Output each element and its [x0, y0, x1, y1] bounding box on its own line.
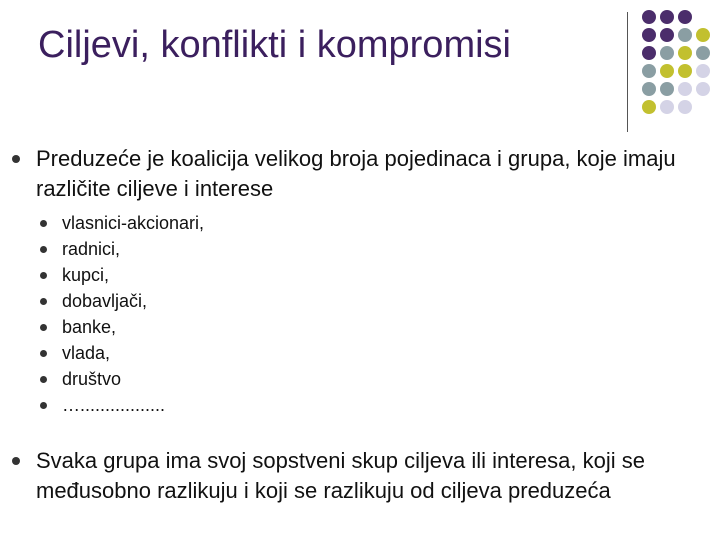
bullet-marker	[12, 457, 20, 465]
bullet-marker	[12, 155, 20, 163]
dot	[642, 28, 656, 42]
dot	[642, 64, 656, 78]
dot	[678, 10, 692, 24]
dot	[642, 46, 656, 60]
bullet-marker	[40, 272, 47, 279]
dot	[660, 82, 674, 96]
sub-bullet-text: društvo	[62, 369, 122, 389]
bullet-item	[12, 144, 702, 204]
dot	[660, 46, 674, 60]
dot	[660, 64, 674, 78]
sub-bullet-text: dobavljači,	[62, 291, 148, 311]
dot	[696, 28, 710, 42]
bullet-marker	[40, 350, 47, 357]
bullet-marker	[40, 220, 47, 227]
dot	[642, 100, 656, 114]
sub-bullet-item	[40, 262, 440, 288]
dot	[660, 10, 674, 24]
dot	[678, 46, 692, 60]
bullet-text: Svaka grupa ima svoj sopstveni skup ciljeva ili interesa, koji se međusobno razlikuju i koji se razlikuju od ciljeva preduzeća	[36, 448, 645, 503]
sub-bullet-item	[40, 392, 440, 418]
bullet-item	[12, 446, 702, 506]
dot	[696, 46, 710, 60]
sub-bullet-item	[40, 366, 440, 392]
sub-bullet-item	[40, 340, 440, 366]
dot	[678, 82, 692, 96]
dot	[678, 28, 692, 42]
sub-bullet-text: ….................	[62, 395, 166, 415]
dot	[696, 82, 710, 96]
sub-bullet-text: banke,	[62, 317, 117, 337]
bullet-text: Preduzeće je koalicija velikog broja pojedinaca i grupa, koje imaju različite ciljeve i interese	[36, 146, 676, 201]
bullet-marker	[40, 324, 47, 331]
dot	[696, 64, 710, 78]
bullet-marker	[40, 298, 47, 305]
decorative-dot-grid	[636, 10, 720, 120]
bullet-marker	[40, 376, 47, 383]
sub-bullet-item	[40, 236, 440, 262]
bullet-marker	[40, 246, 47, 253]
dot	[660, 100, 674, 114]
sub-bullet-item	[40, 210, 440, 236]
dot	[660, 28, 674, 42]
sub-bullet-text: vlasnici-akcionari,	[62, 213, 205, 233]
dot	[678, 64, 692, 78]
sub-bullet-text: kupci,	[62, 265, 110, 285]
dot	[642, 10, 656, 24]
sub-bullet-text: vlada,	[62, 343, 111, 363]
bullet-marker	[40, 402, 47, 409]
sub-bullet-item	[40, 314, 440, 340]
decorative-divider	[627, 12, 628, 132]
sub-bullet-item	[40, 288, 440, 314]
sub-bullet-text: radnici,	[62, 239, 121, 259]
slide-title: Ciljevi, konflikti i kompromisi	[38, 24, 511, 66]
sub-bullet-list	[40, 210, 440, 418]
dot	[678, 100, 692, 114]
dot	[642, 82, 656, 96]
